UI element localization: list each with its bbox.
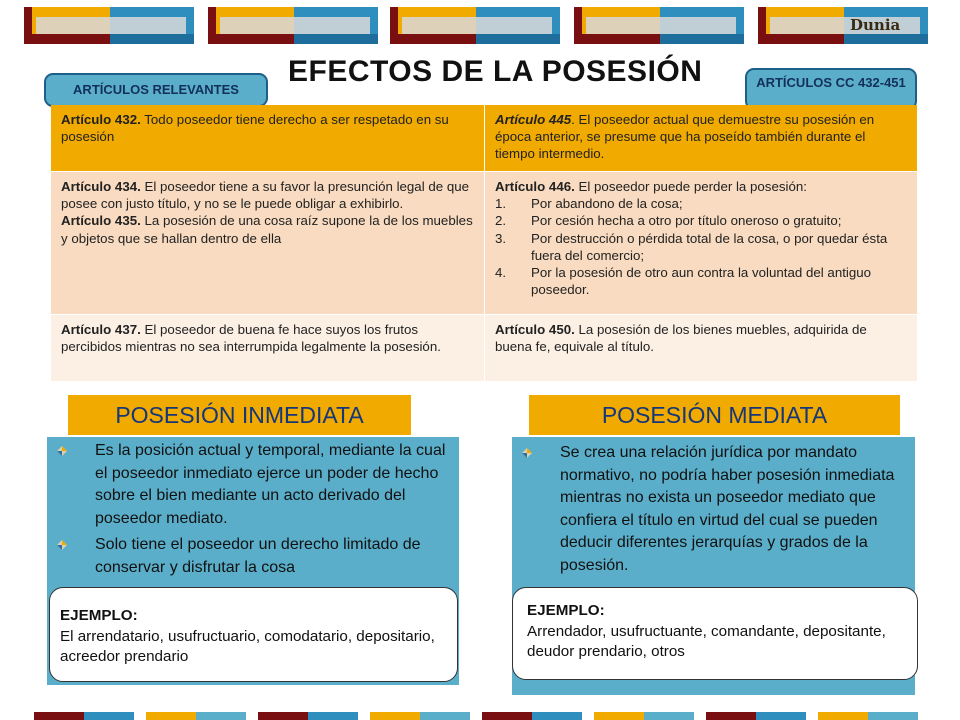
bottom-strip-8 — [818, 712, 918, 720]
table-row — [51, 315, 917, 382]
relevant-articles-badge: ARTÍCULOS RELEVANTES — [44, 73, 268, 107]
brand-logo: Dunia — [850, 16, 901, 34]
list-text: Por destrucción o pérdida total de la cosa, o por quedar ésta fuera del comercio; — [531, 230, 888, 263]
list-text: Por abandono de la cosa; — [531, 196, 683, 212]
article-label: Artículo 434. — [61, 179, 141, 194]
diamond-bullet-icon — [57, 540, 67, 550]
bullet-text: Se crea una relación jurídica por mandato normativo, no podría haber posesión inmediata mientras no exista un poseedor mediato que confiera el título en virtud del cual se pueden deducir diferentes jerarquías y grados de la posesión. — [560, 444, 895, 574]
mediata-bullets — [512, 437, 915, 577]
list-text: Por cesión hecha a otro por título oneroso o gratuito; — [531, 213, 842, 229]
bottom-strip-2 — [146, 712, 246, 720]
inmediata-heading: POSESIÓN INMEDIATA — [68, 395, 411, 435]
top-banner-3 — [390, 7, 560, 44]
example-label: EJEMPLO: — [60, 607, 138, 624]
list-item — [47, 440, 451, 530]
list-item — [512, 442, 907, 577]
bottom-strip-7 — [706, 712, 806, 720]
article-label: Artículo 437. — [61, 322, 141, 337]
article-text: La posesión de los bienes muebles, adquirida de buena fe, equivale al título. — [495, 322, 867, 355]
example-text: Arrendador, usufructuante, comandante, depositante, deudor prendario, otros — [527, 622, 886, 660]
bottom-strip-4 — [370, 712, 470, 720]
article-label: Artículo 435. — [61, 213, 141, 229]
bottom-strip-6 — [594, 712, 694, 720]
table-row — [51, 172, 917, 315]
article-text: El poseedor de buena fe hace suyos los frutos percibidos mientras no sea interrumpida legalmente la posesión. — [61, 322, 441, 355]
inmediata-bullets — [47, 437, 459, 579]
top-banner-2 — [208, 7, 378, 44]
table-cell — [484, 315, 917, 381]
list-item — [47, 534, 451, 579]
list-number: 1. — [495, 196, 507, 212]
list-item — [495, 230, 907, 264]
article-text: La posesión de una cosa raíz supone la de los muebles y objetos que se hallan dentro de ella — [61, 213, 473, 246]
bullet-text: Solo tiene el poseedor un derecho limitado de conservar y disfrutar la cosa — [95, 536, 421, 576]
loss-causes-list — [495, 195, 907, 298]
list-text: Por la posesión de otro aun contra la voluntad del antiguo poseedor. — [531, 265, 872, 298]
list-number: 4. — [495, 265, 507, 281]
article-label: Artículo 450. — [495, 322, 575, 337]
diamond-bullet-icon — [57, 446, 67, 456]
articles-table — [51, 105, 917, 382]
article-text: El poseedor puede perder la posesión: — [574, 179, 807, 194]
mediata-example-box — [512, 587, 918, 680]
article-label: Artículo 445 — [495, 112, 572, 127]
bullet-text: Es la posición actual y temporal, mediante la cual el poseedor inmediato ejerce un poder de hecho sobre el bien mediante un acto derivado del poseedor mediato. — [95, 442, 446, 527]
list-item — [495, 195, 907, 212]
inmediata-example-box — [49, 587, 458, 682]
list-number: 3. — [495, 230, 507, 246]
top-banner-5 — [758, 7, 928, 44]
example-label: EJEMPLO: — [527, 602, 605, 619]
list-item — [495, 212, 907, 229]
table-cell — [51, 315, 484, 381]
example-text: El arrendatario, usufructuario, comodatario, depositario, acreedor prendario — [60, 627, 435, 665]
article-text: El poseedor tiene a su favor la presunción legal de que posee con justo título, y no se le puede obligar a exhibirlo. — [61, 179, 470, 212]
bottom-strip-5 — [482, 712, 582, 720]
mediata-heading: POSESIÓN MEDIATA — [529, 395, 900, 435]
cc-articles-badge: ARTÍCULOS CC 432-451 — [745, 68, 917, 110]
bottom-strip-1 — [34, 712, 134, 720]
table-cell — [484, 105, 917, 171]
list-item — [495, 264, 907, 298]
article-label: Artículo 432. — [61, 112, 141, 127]
article-text: . El poseedor actual que demuestre su posesión en época anterior, se presume que ha poseído también durante el tiempo intermedio. — [495, 112, 875, 162]
list-number: 2. — [495, 213, 507, 229]
article-label: Artículo 446. — [495, 179, 575, 194]
article-text: Todo poseedor tiene derecho a ser respetado en su posesión — [61, 112, 449, 145]
table-cell — [51, 172, 484, 314]
top-banner-1 — [24, 7, 194, 44]
table-cell — [484, 172, 917, 314]
bottom-strip-3 — [258, 712, 358, 720]
diamond-bullet-icon — [522, 448, 532, 458]
table-cell — [51, 105, 484, 171]
page-title: EFECTOS DE LA POSESIÓN — [288, 55, 703, 88]
top-banner-4 — [574, 7, 744, 44]
table-row — [51, 105, 917, 172]
